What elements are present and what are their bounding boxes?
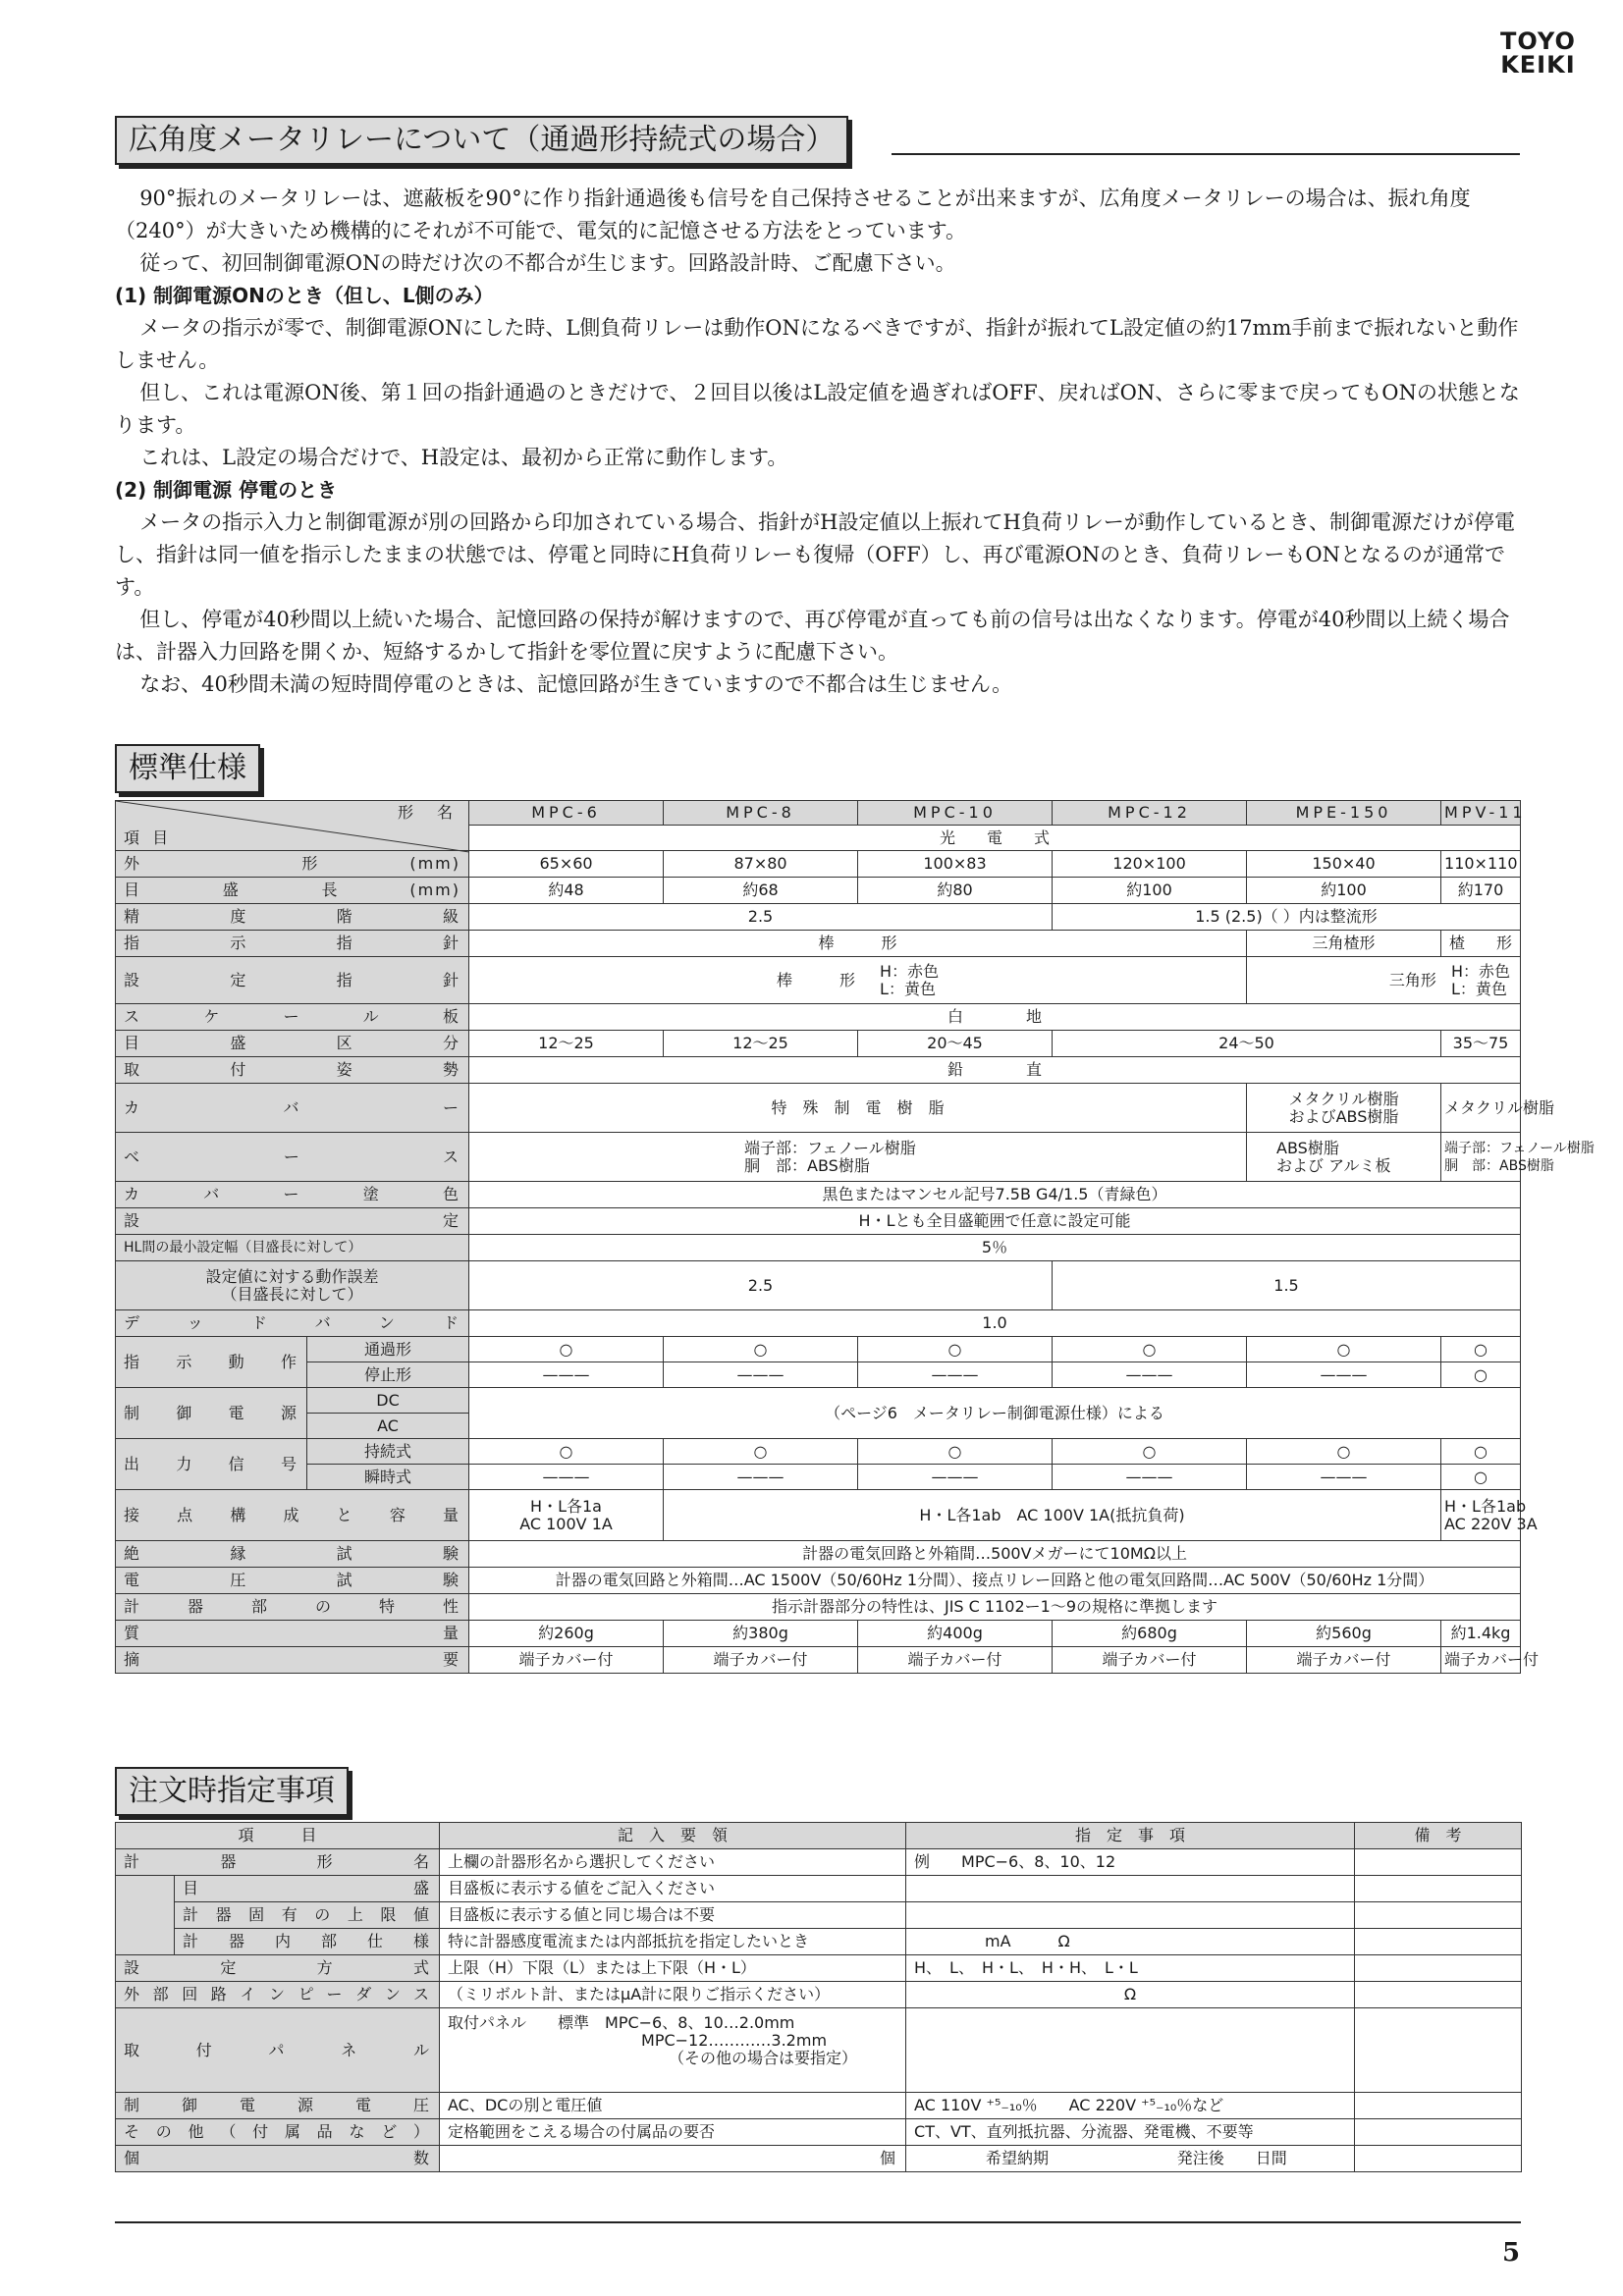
row-label: 設定指針 [116,957,469,1004]
row-label: 電圧試験 [116,1568,469,1594]
sub-label: 持続式 [307,1439,469,1465]
dash-mark: ——— [469,1362,664,1388]
cell: 約560g [1247,1621,1441,1647]
dash-mark: ——— [1053,1465,1247,1490]
model-header: MPC-12 [1053,801,1247,826]
row-label: 指示動作 [116,1337,307,1388]
dash-mark: ——— [1247,1465,1441,1490]
row-label: 質量 [116,1621,469,1647]
model-header: MPC-8 [664,801,858,826]
circle-mark: ○ [858,1439,1053,1465]
dash-mark: ——— [664,1362,858,1388]
column-header: 記 入 要 領 [440,1823,906,1849]
section-heading-wide-angle: 広角度メータリレーについて（通過形持続式の場合） [115,116,848,165]
spec-cell: 例 MPC−6、8、10、12 [906,1849,1355,1876]
remark-cell [1355,2008,1522,2093]
spec-cell [906,2008,1355,2093]
spec-cell [906,1902,1355,1929]
setp-l: L：黄色 [880,979,936,998]
row-label: 外部回路インピーダンス [116,1982,440,2008]
entry-cell: 特に計器感度電流または内部抵抗を指定したいとき [440,1929,906,1955]
spec-part: 発注後 日間 [1176,2149,1287,2167]
row-label: 指示指針 [116,931,469,957]
circle-mark: ○ [469,1337,664,1362]
dash-mark: ——— [1247,1362,1441,1388]
cell-line: ABS樹脂 [1276,1138,1339,1157]
circle-mark: ○ [1247,1337,1441,1362]
remark-cell [1355,1876,1522,1902]
remark-cell [1355,1902,1522,1929]
label-line: （目盛長に対して） [221,1284,363,1304]
paragraph: なお、40秒間未満の短時間停電のときは、記憶回路が生きていますので不都合は生じません。 [139,672,1013,696]
row-label: 設定 [116,1208,469,1235]
cell: 端子カバー付 [469,1647,664,1674]
row-label: 目盛 [175,1876,440,1902]
row-label: 精度階級 [116,904,469,931]
heading-rule [892,153,1520,155]
row-label: デッドバンド [116,1310,469,1337]
paragraph: これは、L設定の場合だけで、H設定は、最初から正常に動作します。 [139,446,788,469]
row-label: 計器固有の上限値 [175,1902,440,1929]
sub-label: DC [307,1388,469,1414]
cell: 鉛 直 [469,1057,1521,1084]
row-label: HL間の最小設定幅（目盛長に対して） [116,1235,469,1261]
spec-cell: AC 110V ⁺⁵₋₁₀％ AC 220V ⁺⁵₋₁₀％など [906,2093,1355,2119]
spec-cell: mA Ω [906,1929,1355,1955]
model-header: MPE-150 [1247,801,1441,826]
cell: 100×83 [858,851,1053,878]
cell: 35〜75 [1441,1031,1521,1057]
remark-cell [1355,2093,1522,2119]
row-label: スケール板 [116,1004,469,1031]
cell [1441,1490,1538,1541]
cell: 約680g [1053,1621,1247,1647]
spec-cell [906,2146,1355,2172]
remark-cell [1355,1929,1522,1955]
setp-shape: 棒 形 [776,970,855,989]
entry-line: MPC−12…………3.2mm [641,2031,828,2050]
cell [469,1133,1247,1182]
cell: 約400g [858,1621,1053,1647]
cell: 20〜45 [858,1031,1053,1057]
circle-mark: ○ [1053,1337,1247,1362]
cell: 120×100 [1053,851,1247,878]
cell: 約380g [664,1621,858,1647]
circle-mark: ○ [1441,1337,1521,1362]
entry-cell [440,2008,906,2093]
logo-line2: KEIKI [1500,51,1576,79]
setp-colors [880,963,939,998]
circle-mark: ○ [1441,1362,1521,1388]
cell-line: 胴 部：ABS樹脂 [1444,1157,1554,1174]
row-label [116,1261,469,1310]
cell: 特 殊 制 電 樹 脂 [469,1084,1247,1133]
circle-mark: ○ [1441,1439,1521,1465]
company-logo [1500,29,1576,77]
label-line: 設定値に対する動作誤差 [205,1266,379,1286]
circle-mark: ○ [1053,1439,1247,1465]
subheading: (1) 制御電源ONのとき（但し、L側のみ） [115,284,494,307]
spec-cell: CT、VT、直列抵抗器、分流器、発電機、不要等 [906,2119,1355,2146]
cell: 三角楂形 [1247,931,1441,957]
remark-cell [1355,2119,1522,2146]
circle-mark: ○ [469,1439,664,1465]
cell: 白 地 [469,1004,1521,1031]
row-label: カバー塗色 [116,1182,469,1208]
sub-label: 瞬時式 [307,1465,469,1490]
cell: 約170 [1441,878,1521,904]
row-label: 個数 [116,2146,440,2172]
cell: 約80 [858,878,1053,904]
cell: 約1.4kg [1441,1621,1521,1647]
logo-line1: TOYO [1500,27,1576,55]
row-label: 目盛区分 [116,1031,469,1057]
remark-cell [1355,1955,1522,1982]
subheading: (2) 制御電源 停電のとき [115,478,338,502]
cell: 端子カバー付 [1441,1647,1521,1674]
model-header: MPC-10 [858,801,1053,826]
cell: 150×40 [1247,851,1441,878]
row-label: その他（付属品など） [116,2119,440,2146]
dash-mark: ——— [469,1465,664,1490]
cell: 24〜50 [1053,1031,1441,1057]
cell: 2.5 [469,1261,1053,1310]
cell-line: 端子部：フェノール樹脂 [744,1138,916,1157]
remark-cell [1355,1849,1522,1876]
sub-label: 停止形 [307,1362,469,1388]
cell: 110×110 [1441,851,1521,878]
setp-shape: 三角形 [1388,970,1436,989]
cell-line: H・L各1ab [1444,1496,1527,1516]
cell: 約100 [1053,878,1247,904]
entry-cell: 定格範囲をこえる場合の付属品の要否 [440,2119,906,2146]
row-label: 出力信号 [116,1439,307,1490]
row-label: 取付パネル [116,2008,440,2093]
circle-mark: ○ [664,1439,858,1465]
cell [1247,957,1521,1004]
cell: 87×80 [664,851,858,878]
cell [469,957,1247,1004]
cell-line: AC 100V 1A [519,1514,613,1533]
paragraph: メータの指示が零で、制御電源ONにした時、L側負荷リレーは動作ONになるべきですが、指針が振れてL設定値の約17mm手前まで振れないと動作しません。 [115,316,1519,372]
row-label: 計器形名 [116,1849,440,1876]
row-label: 目 盛 長 (mm) [116,878,469,904]
cell [469,1490,664,1541]
column-header: 項 目 [116,1823,440,1849]
cell [1441,1133,1595,1182]
entry-line: 取付パネル 標準 MPC−6、8、10…2.0mm [448,2013,795,2032]
dash-mark: ——— [858,1465,1053,1490]
row-label: 外 形 (mm) [116,851,469,878]
setp-h: H：赤色 [1450,961,1510,981]
cell: 約260g [469,1621,664,1647]
paragraph: 但し、これは電源ON後、第１回の指針通過のときだけで、２回目以後はL設定値を過ぎればOFF、戻ればON、さらに零まで戻ってもONの状態となります。 [115,381,1520,437]
header-diagonal-cell [116,801,469,851]
spec-cell: Ω [906,1982,1355,2008]
cell-line: H・L各1a [530,1496,602,1516]
dash-mark: ——— [858,1362,1053,1388]
section-heading-standard-spec: 標準仕様 [115,744,260,793]
standard-spec-table [115,800,1595,1674]
circle-mark: ○ [1441,1465,1521,1490]
dash-mark: ——— [1053,1362,1247,1388]
cell: 端子カバー付 [1247,1647,1441,1674]
footer-rule [115,2221,1521,2223]
entry-cell: 目盛板に表示する値と同じ場合は不要 [440,1902,906,1929]
cell: 計器の電気回路と外箱間…AC 1500V（50/60Hz 1分間）、接点リレー回路と他の電気回路間…AC 500V（50/60Hz 1分間） [469,1568,1521,1594]
row-label: ベース [116,1133,469,1182]
header-item: 項 目 [124,828,173,847]
paragraph: 但し、停電が40秒間以上続いた場合、記憶回路の保持が解けますので、再び停電が直っても前の信号は出なくなります。停電が40秒間以上続く場合は、計器入力回路を開くか、短絡するかして指針を零位置に戻すように配慮下さい。 [115,608,1510,664]
sub-label: 通過形 [307,1337,469,1362]
cell: 12〜25 [469,1031,664,1057]
cell: 端子カバー付 [858,1647,1053,1674]
section-heading-order-spec: 注文時指定事項 [115,1767,349,1816]
cell: 65×60 [469,851,664,878]
row-label: 計器部の特性 [116,1594,469,1621]
cell: 1.0 [469,1310,1521,1337]
row-label: 設定方式 [116,1955,440,1982]
row-label: 絶縁試験 [116,1541,469,1568]
entry-cell: 個 [440,2146,906,2172]
entry-cell: 上限（H）下限（L）または上下限（H・L） [440,1955,906,1982]
row-label: 接点構成と容量 [116,1490,469,1541]
paragraph: 従って、初回制御電源ONの時だけ次の不都合が生じます。回路設計時、ご配慮下さい。 [139,251,956,275]
cell: 端子カバー付 [1053,1647,1247,1674]
cell: 1.5 [1053,1261,1521,1310]
cell: 1.5 (2.5)（ ）内は整流形 [1053,904,1521,931]
cell: 指示計器部分の特性は、JIS C 1102ー1〜9の規格に準拠します [469,1594,1521,1621]
cell: 楂 形 [1441,931,1521,957]
cell: 2.5 [469,904,1053,931]
entry-line: （その他の場合は要指定） [669,2049,858,2067]
entry-cell: 上欄の計器形名から選択してください [440,1849,906,1876]
setp-h: H：赤色 [880,961,940,981]
remark-cell [1355,2146,1522,2172]
setp-colors [1451,963,1510,998]
row-label: 取付姿勢 [116,1057,469,1084]
column-header: 指 定 事 項 [906,1823,1355,1849]
entry-cell: AC、DCの別と電圧値 [440,2093,906,2119]
cell: 棒 形 [469,931,1247,957]
circle-mark: ○ [858,1337,1053,1362]
entry-cell: （ミリボルト計、またはμA計に限りご指示ください） [440,1982,906,2008]
header-model: 形 名 [398,803,458,822]
cell: 黒色またはマンセル記号7.5B G4/1.5（青緑色） [469,1182,1521,1208]
row-label: 計器内部仕様 [175,1929,440,1955]
row-label: 摘要 [116,1647,469,1674]
row-label: カバー [116,1084,469,1133]
paragraph: メータの指示入力と制御電源が別の回路から印加されている場合、指針がH設定値以上振れてH負荷リレーが動作しているとき、制御電源だけが停電し、指針は同一値を指示したままの状態では、停電と同時にH負荷リレーも復帰（OFF）し、再び電源ONのとき、負荷リレーもONとなるのが通常です。 [115,510,1515,599]
order-spec-table [115,1822,1522,2172]
setp-l: L：黄色 [1450,979,1507,998]
model-header: MPC-6 [469,801,664,826]
cell: 約100 [1247,878,1441,904]
cell: H・L各1ab AC 100V 1A(抵抗負荷) [664,1490,1441,1541]
circle-mark: ○ [1247,1439,1441,1465]
row-label: 制御電源 [116,1388,307,1439]
sub-label: AC [307,1414,469,1439]
group-cell [116,1876,175,1955]
cell-line: 端子部：フェノール樹脂 [1444,1140,1595,1156]
wide-angle-text [115,183,1521,701]
cell: 12〜25 [664,1031,858,1057]
cell: 約68 [664,878,858,904]
circle-mark: ○ [664,1337,858,1362]
cell: 端子カバー付 [664,1647,858,1674]
row-label: 制御電源電圧 [116,2093,440,2119]
cell-line: およびABS樹脂 [1288,1106,1399,1126]
cell-line: AC 220V 3A [1444,1514,1538,1533]
principle-value: 光 電 式 [469,826,1521,851]
cell [1247,1133,1441,1182]
model-header: MPV-11 [1441,801,1521,826]
column-header: 備 考 [1355,1823,1522,1849]
cell: メタクリル樹脂 [1441,1084,1521,1133]
paragraph: 90°振れのメータリレーは、遮蔽板を90°に作り指針通過後も信号を自己保持させることが出来ますが、広角度メータリレーの場合は、振れ角度（240°）が大きいため機構的にそれが不可能で、電気的に記憶させる方法をとっています。 [115,187,1471,242]
spec-part: 希望納期 [985,2149,1049,2167]
remark-cell [1355,1982,1522,2008]
page-number: 5 [1502,2238,1521,2268]
cell-line: 胴 部：ABS樹脂 [744,1155,870,1175]
cell: 約48 [469,878,664,904]
entry-cell: 目盛板に表示する値をご記入ください [440,1876,906,1902]
spec-cell: H、 L、 H・L、 H・H、 L・L [906,1955,1355,1982]
cell: 計器の電気回路と外箱間…500Vメガーにて10MΩ以上 [469,1541,1521,1568]
dash-mark: ——— [664,1465,858,1490]
cell: 5％ [469,1235,1521,1261]
cell [1247,1084,1441,1133]
cell: H・Lとも全目盛範囲で任意に設定可能 [469,1208,1521,1235]
cell-line: および アルミ板 [1276,1155,1391,1175]
cell: （ページ6 メータリレー制御電源仕様）による [469,1388,1521,1439]
spec-cell [906,1876,1355,1902]
cell-line: メタクリル樹脂 [1288,1089,1399,1108]
